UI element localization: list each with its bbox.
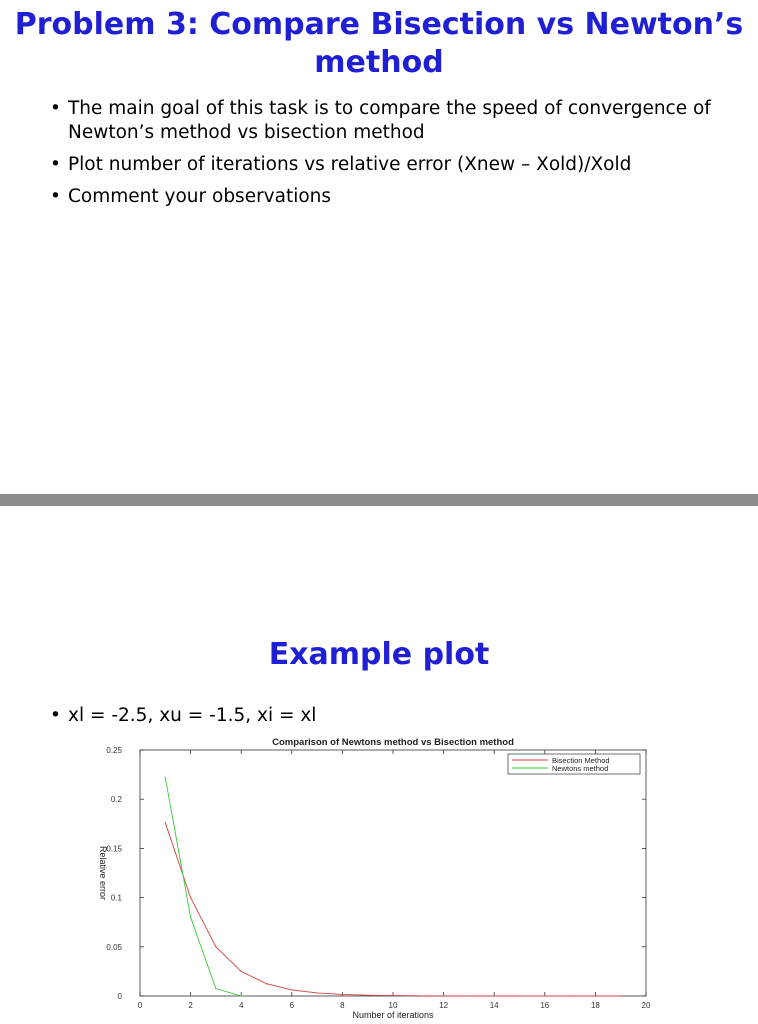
y-axis-label: Relative error	[98, 845, 108, 901]
bisection-data-point	[468, 995, 469, 996]
bisection-data-point	[443, 995, 444, 996]
x-axis-label: Number of iterations	[352, 1010, 434, 1020]
bisection-data-point	[519, 995, 520, 996]
bisection-data-point	[620, 995, 621, 996]
newton-series-line	[165, 778, 241, 996]
bisection-data-point	[291, 989, 292, 990]
bisection-data-point	[317, 992, 318, 993]
slide-2	[0, 506, 758, 1024]
bullet-item: • xl = -2.5, xu = -1.5, xi = xl	[30, 704, 720, 728]
chart-title: Comparison of Newtons method vs Bisection method	[272, 737, 514, 748]
y-tick-label: 0	[117, 992, 122, 1001]
x-tick-label: 12	[439, 1001, 449, 1010]
slide-divider	[0, 494, 758, 506]
y-tick-label: 0.25	[106, 746, 122, 755]
bisection-data-point	[544, 995, 545, 996]
bisection-data-point	[392, 995, 393, 996]
slide-1	[0, 0, 758, 494]
y-tick-label: 0.2	[110, 795, 122, 805]
newton-data-point	[215, 988, 216, 989]
bisection-data-point	[190, 897, 191, 898]
bisection-data-point	[595, 995, 596, 996]
newton-data-point	[241, 995, 242, 996]
legend-label: Bisection Method	[552, 756, 610, 765]
bisection-data-point	[418, 995, 419, 996]
slide-1-bullet-list	[30, 97, 720, 217]
x-tick-label: 6	[289, 1001, 295, 1010]
x-tick-label: 16	[540, 1001, 550, 1010]
bullet-item: • Comment your observations	[30, 185, 720, 209]
bisection-data-point	[367, 995, 368, 996]
x-tick-label: 20	[641, 1001, 651, 1010]
legend-label: Newtons method	[552, 764, 609, 773]
newton-data-point	[165, 777, 166, 778]
slide-2-title: Example plot	[268, 637, 490, 672]
bisection-data-point	[494, 995, 495, 996]
bisection-data-point	[570, 995, 571, 996]
x-tick-label: 14	[489, 1001, 499, 1010]
bullet-item: • Plot number of iterations vs relative error (Xnew – Xold)/Xold	[30, 153, 720, 177]
bullet-item: • The main goal of this task is to compare the speed of convergence of Newton’s method vs bisection method	[30, 97, 720, 145]
y-tick-label: 0.1	[110, 893, 122, 903]
bisection-series-line	[165, 823, 620, 996]
bisection-data-point	[342, 994, 343, 995]
bisection-data-point	[165, 822, 166, 823]
newton-data-point	[190, 917, 191, 918]
y-tick-label: 0.05	[106, 942, 122, 952]
x-tick-label: 4	[238, 1001, 244, 1010]
comparison-chart	[78, 732, 678, 1022]
bisection-data-point	[215, 946, 216, 947]
bisection-data-point	[266, 983, 267, 984]
x-tick-label: 8	[340, 1001, 345, 1010]
y-tick-label: 0.15	[106, 844, 122, 854]
x-tick-label: 10	[388, 1001, 398, 1010]
plot-frame	[140, 750, 646, 996]
bisection-data-point	[241, 971, 242, 972]
x-tick-label: 0	[137, 1001, 143, 1010]
x-tick-label: 18	[590, 1001, 600, 1010]
slide-1-title: Problem 3: Compare Bisection vs Newton’s method	[14, 7, 744, 80]
x-tick-label: 2	[188, 1001, 193, 1010]
